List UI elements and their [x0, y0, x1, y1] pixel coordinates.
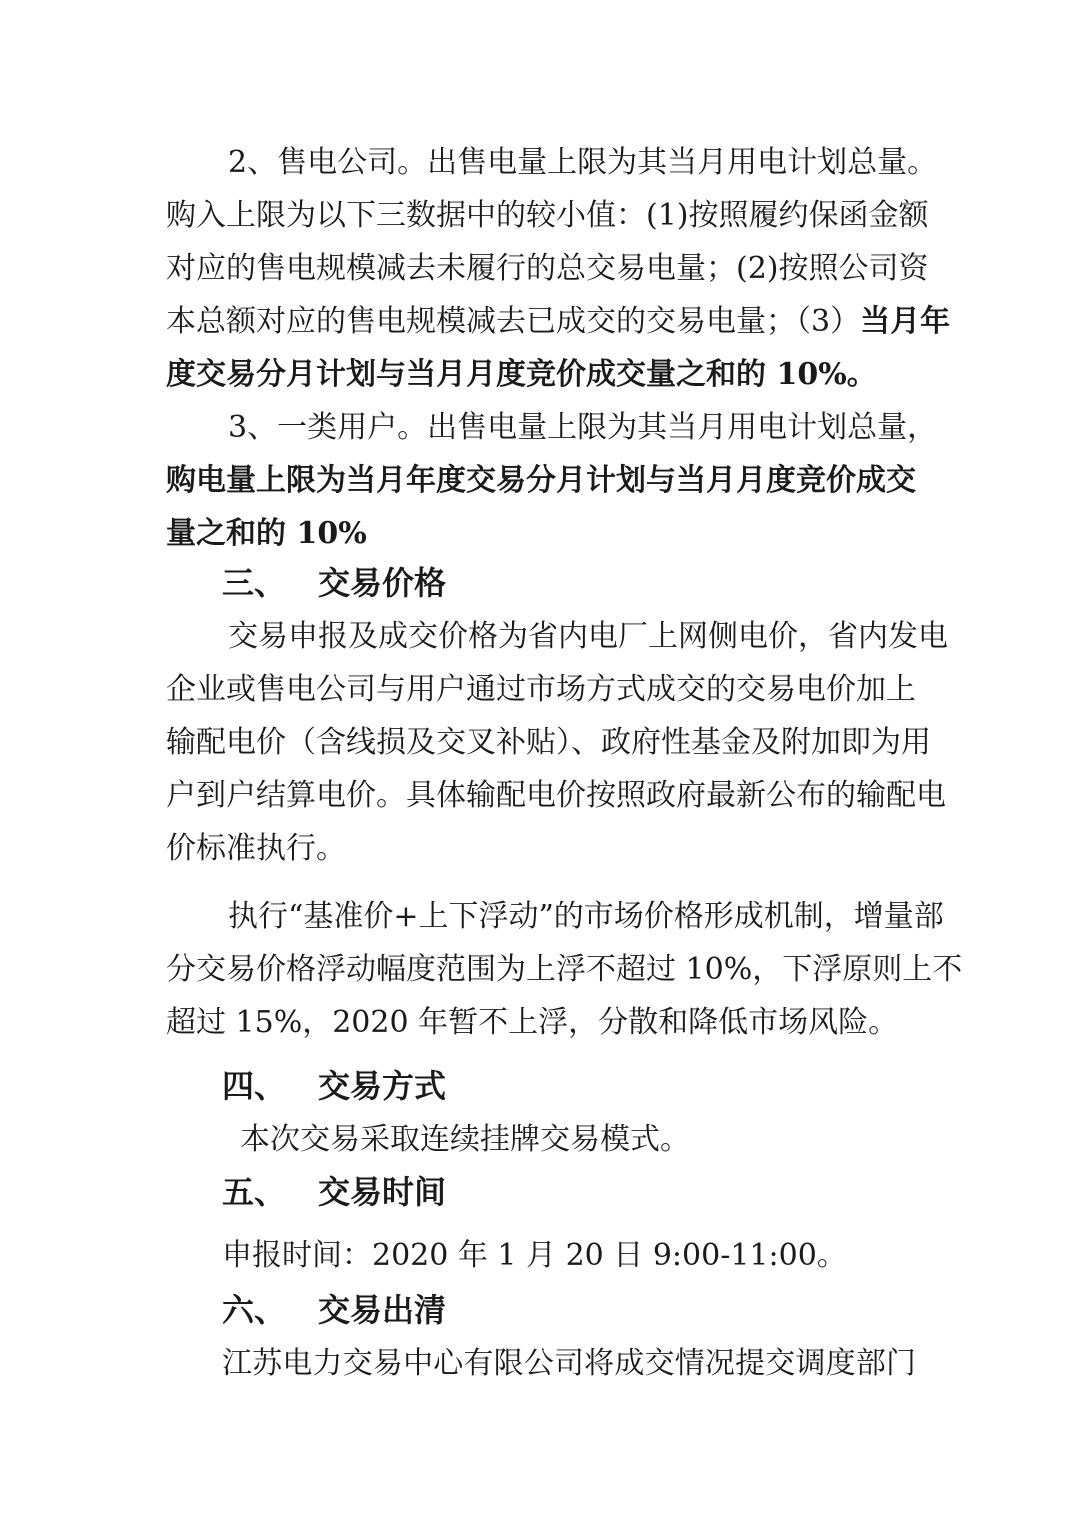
paragraph-line: 价标准执行。 — [166, 831, 346, 866]
section-title: 交易时间 — [318, 1173, 447, 1211]
paragraph-bold-text: 当月年 — [860, 304, 951, 339]
paragraph-line: 户到户结算电价。具体输配电价按照政府最新公布的输配电 — [166, 778, 946, 813]
paragraph-line — [166, 302, 951, 342]
section-number: 四、 — [222, 1067, 287, 1105]
section-title: 交易方式 — [318, 1067, 447, 1105]
paragraph-line: 对应的售电规模减去未履行的总交易电量；(2)按照公司资 — [166, 251, 929, 286]
section-number: 五、 — [222, 1173, 287, 1211]
paragraph-line: 2、售电公司。出售电量上限为其当月用电计划总量。 — [228, 145, 938, 180]
section-heading-clearing — [222, 1290, 446, 1330]
paragraph-line: 购入上限为以下三数据中的较小值：(1)按照履约保函金额 — [166, 198, 929, 233]
paragraph-line: 3、一类用户。出售电量上限为其当月用电计划总量， — [228, 410, 938, 445]
section-number: 六、 — [222, 1291, 287, 1329]
section-heading-time — [222, 1172, 446, 1212]
paragraph-line: 分交易价格浮动幅度范围为上浮不超过 10%，下浮原则上不 — [166, 952, 963, 987]
paragraph-line: 执行“基准价+上下浮动”的市场价格形成机制，增量部 — [228, 899, 944, 934]
paragraph-bold-line: 度交易分月计划与当月月度竞价成交量之和的 10%。 — [166, 357, 877, 392]
section-heading-price — [222, 563, 446, 603]
paragraph-bold-line: 量之和的 10% — [166, 516, 367, 551]
paragraph-line: 申报时间：2020 年 1 月 20 日 9:00-11:00。 — [222, 1238, 847, 1273]
section-title: 交易出清 — [318, 1291, 447, 1329]
paragraph-line: 交易申报及成交价格为省内电厂上网侧电价，省内发电 — [228, 619, 948, 654]
paragraph-line: 输配电价（含线损及交叉补贴）、政府性基金及附加即为用 — [166, 725, 931, 760]
section-heading-method — [222, 1066, 446, 1106]
section-number: 三、 — [222, 564, 287, 602]
paragraph-line: 超过 15%，2020 年暂不上浮，分散和降低市场风险。 — [166, 1005, 899, 1040]
paragraph-line: 企业或售电公司与用户通过市场方式成交的交易电价加上 — [166, 672, 916, 707]
paragraph-line: 本次交易采取连续挂牌交易模式。 — [240, 1122, 690, 1157]
paragraph-text: 本总额对应的售电规模减去已成交的交易电量；（3） — [166, 304, 861, 339]
section-title: 交易价格 — [318, 564, 447, 602]
paragraph-bold-line: 购电量上限为当月年度交易分月计划与当月月度竞价成交 — [166, 463, 916, 498]
paragraph-line: 江苏电力交易中心有限公司将成交情况提交调度部门 — [222, 1346, 916, 1381]
